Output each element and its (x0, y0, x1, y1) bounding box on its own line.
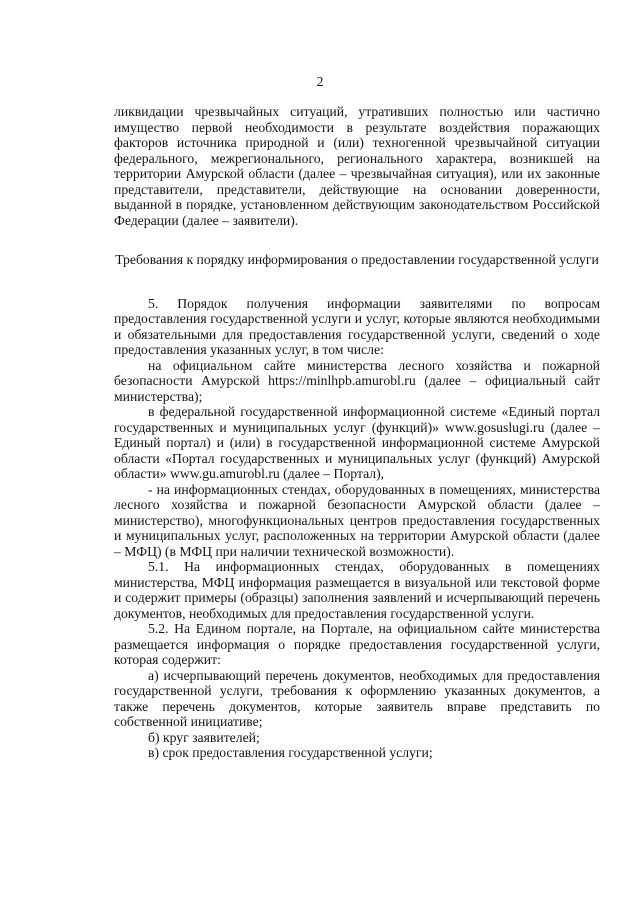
list-item-b: б) круг заявителей; (148, 729, 260, 745)
paragraph-info-stands: - на информационных стендах, оборудованных в помещениях, министерства лесного хозяйства и пожарной безопасности Амурской области (далее – министерство), многофункциональных центров предоставления государственных и муниципальных услуг, расположенных на территории Амурской области (далее – МФЦ) (в МФЦ при наличии технической возможности). (114, 481, 600, 559)
paragraph-official-site: на официальном сайте министерства лесного хозяйства и пожарной безопасности Амурской https://minlhpb.amurobl.ru (далее – официальный сайт министерства); (114, 357, 600, 404)
list-item-a: а) исчерпывающий перечень документов, необходимых для предоставления государственной услуги, требования к оформлению указанных документов, а также перечень документов, которые заявитель вправе представить по собственной инициативе; (114, 667, 600, 729)
intro-paragraph: ликвидации чрезвычайных ситуаций, утративших полностью или частично имущество первой необходимости в результате воздействия поражающих факторов источника природной и (или) техногенной чрезвычайной ситуации федерального, межрегионального, регионального характера, возникшей на территории Амурской области (далее – чрезвычайная ситуация), или их законные представители, представители, действующие на основании доверенности, выданной в порядке, установленном действующим законодательством Российской Федерации (далее – заявители). (114, 104, 600, 228)
paragraph-5-1: 5.1. На информационных стендах, оборудованных в помещениях министерства, МФЦ информация размещается в визуальной или текстовой форме и содержит примеры (образцы) заполнения заявлений и исчерпывающий перечень документов, необходимых для предоставления государственной услуги. (114, 559, 600, 621)
paragraph-unified-portal: в федеральной государственной информационной системе «Единый портал государственных и муниципальных услуг (функций)» www.gosuslugi.ru (далее – Единый портал) и (или) в государственной информационной системе Амурской области «Портал государственных и муниципальных услуг (функций) Амурской области» www.gu.amurobl.ru (далее – Портал), (114, 404, 600, 481)
page-number: 2 (316, 74, 324, 89)
paragraph-5-2: 5.2. На Едином портале, на Портале, на официальном сайте министерства размещается информация о порядке предоставления государственной услуги, которая содержит: (114, 621, 600, 667)
paragraph-5: 5. Порядок получения информации заявителями по вопросам предоставления государственной услуги и услуг, которые являются необходимыми и обязательными для предоставления государственной услуги, сведений о ходе предоставления указанных услуг, в том числе: (114, 295, 600, 357)
document-body (114, 104, 600, 761)
section-heading: Требования к порядку информирования о предоставлении государственной услуги (115, 252, 599, 267)
list-item-v: в) срок предоставления государственной услуги; (148, 745, 433, 760)
